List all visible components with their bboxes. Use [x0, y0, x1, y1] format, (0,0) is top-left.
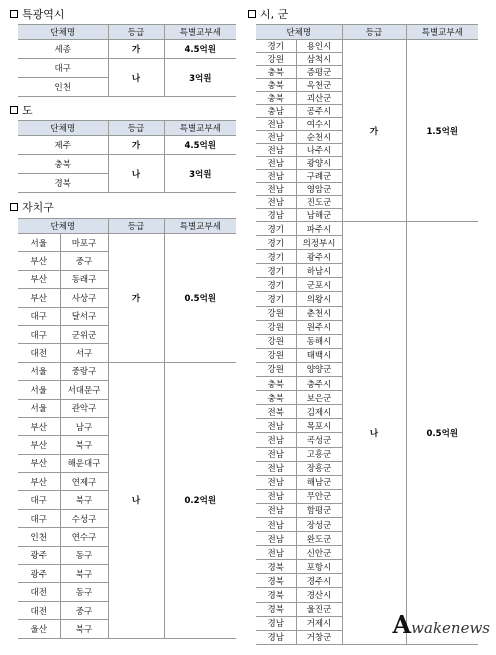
table-cell-grade: 가 [342, 40, 406, 222]
table-cell-grade: 가 [108, 136, 164, 155]
table-cell-unit: 동구 [60, 546, 108, 564]
table-cell-region: 전남 [256, 532, 296, 546]
table-cell-unit: 목포시 [296, 419, 342, 433]
table-cell-tax: 0.5억원 [164, 234, 236, 363]
city-table [256, 24, 478, 645]
table-cell-unit: 옥천군 [296, 79, 342, 92]
table-cell-unit: 삼척시 [296, 53, 342, 66]
table-cell-region: 전남 [256, 517, 296, 531]
watermark-text: wakenews [411, 619, 490, 637]
province-table [18, 120, 236, 193]
table-cell-region: 부산 [18, 454, 60, 472]
table-cell-unit: 남구 [60, 417, 108, 435]
section-province-title [10, 102, 33, 118]
table-cell-region: 충북 [256, 79, 296, 92]
header-name: 단체명 [18, 25, 108, 40]
table-cell-region: 전남 [256, 546, 296, 560]
section-autonomous-label: 자치구 [22, 201, 54, 214]
table-cell-region: 전남 [256, 196, 296, 209]
table-cell-unit: 양양군 [296, 362, 342, 376]
table-cell-region: 서울 [18, 234, 60, 252]
section-province-label: 도 [22, 104, 33, 117]
table-cell-unit: 파주시 [296, 222, 342, 236]
table-cell-unit: 완도군 [296, 532, 342, 546]
table-cell-unit: 곡성군 [296, 433, 342, 447]
table-cell-name: 제주 [18, 136, 108, 155]
table-cell-region: 대전 [18, 601, 60, 619]
table-cell-tax: 1.5억원 [406, 40, 478, 222]
table-cell-region: 대구 [18, 325, 60, 343]
table-cell-region: 대구 [18, 509, 60, 527]
table-cell-unit: 울진군 [296, 602, 342, 616]
table-cell-unit: 북구 [60, 620, 108, 638]
table-cell-region: 전남 [256, 503, 296, 517]
header-grade: 등급 [342, 25, 406, 40]
table-cell-unit: 광양시 [296, 157, 342, 170]
table-cell-grade: 나 [108, 155, 164, 193]
table-cell-unit: 북구 [60, 491, 108, 509]
table-cell-unit: 의정부시 [296, 236, 342, 250]
table-cell-region: 울산 [18, 620, 60, 638]
table-cell-region: 경기 [256, 236, 296, 250]
table-row [18, 362, 236, 380]
table-cell-tax: 3억원 [164, 155, 236, 193]
table-cell-unit: 북구 [60, 565, 108, 583]
table-cell-region: 경기 [256, 278, 296, 292]
header-tax: 특별교부세 [164, 121, 236, 136]
table-cell-region: 부산 [18, 436, 60, 454]
table-cell-unit: 거창군 [296, 630, 342, 644]
table-cell-unit: 연수구 [60, 528, 108, 546]
table-cell-name: 충북 [18, 155, 108, 174]
table-cell-region: 전남 [256, 144, 296, 157]
table-cell-region: 대전 [18, 344, 60, 362]
checkbox-square-icon [248, 10, 256, 18]
table-cell-unit: 김제시 [296, 405, 342, 419]
section-city-label: 시, 군 [260, 8, 289, 21]
table-cell-region: 전남 [256, 157, 296, 170]
table-cell-region: 전남 [256, 447, 296, 461]
table-cell-unit: 해남군 [296, 475, 342, 489]
table-cell-unit: 경주시 [296, 574, 342, 588]
header-name: 단체명 [18, 219, 108, 234]
table-cell-region: 전남 [256, 475, 296, 489]
table-cell-unit: 충주시 [296, 377, 342, 391]
header-name: 단체명 [18, 121, 108, 136]
checkbox-square-icon [10, 10, 18, 18]
table-cell-region: 광주 [18, 546, 60, 564]
table-cell-region: 광주 [18, 565, 60, 583]
table-cell-region: 서울 [18, 362, 60, 380]
table-cell-grade: 나 [108, 59, 164, 97]
table-cell-unit: 구례군 [296, 170, 342, 183]
table-cell-region: 전남 [256, 118, 296, 131]
table-cell-unit: 신안군 [296, 546, 342, 560]
table-cell-unit: 춘천시 [296, 306, 342, 320]
table-cell-unit: 달서구 [60, 307, 108, 325]
table-cell-name: 세종 [18, 40, 108, 59]
district-table [18, 218, 236, 639]
table-cell-unit: 고흥군 [296, 447, 342, 461]
table-cell-region: 서울 [18, 399, 60, 417]
section-autonomous-title [10, 199, 54, 215]
table-cell-unit: 태백시 [296, 348, 342, 362]
table-cell-region: 경남 [256, 630, 296, 644]
table-cell-grade: 가 [108, 234, 164, 363]
table-cell-region: 강원 [256, 306, 296, 320]
table-cell-region: 경북 [256, 574, 296, 588]
table-cell-region: 전남 [256, 419, 296, 433]
header-grade: 등급 [108, 25, 164, 40]
watermark-logo [393, 610, 490, 639]
table-cell-unit: 동래구 [60, 270, 108, 288]
table-cell-unit: 동해시 [296, 334, 342, 348]
table-cell-unit: 남해군 [296, 209, 342, 222]
table-cell-region: 전남 [256, 489, 296, 503]
header-grade: 등급 [108, 121, 164, 136]
table-cell-unit: 공주시 [296, 105, 342, 118]
table-cell-region: 경기 [256, 264, 296, 278]
table-cell-name: 대구 [18, 59, 108, 78]
table-cell-grade: 나 [342, 222, 406, 645]
table-cell-unit: 장성군 [296, 517, 342, 531]
table-cell-unit: 증평군 [296, 66, 342, 79]
table-cell-region: 충남 [256, 105, 296, 118]
table-cell-region: 대구 [18, 491, 60, 509]
table-cell-unit: 하남시 [296, 264, 342, 278]
table-cell-region: 부산 [18, 270, 60, 288]
table-cell-unit: 중구 [60, 601, 108, 619]
table-cell-tax: 0.2억원 [164, 362, 236, 638]
table-cell-unit: 의왕시 [296, 292, 342, 306]
table-cell-region: 전북 [256, 405, 296, 419]
table-cell-unit: 보은군 [296, 391, 342, 405]
table-cell-unit: 사상구 [60, 289, 108, 307]
table-cell-region: 대전 [18, 583, 60, 601]
table-cell-unit: 순천시 [296, 131, 342, 144]
table-cell-unit: 함평군 [296, 503, 342, 517]
table-cell-region: 강원 [256, 334, 296, 348]
table-cell-region: 경기 [256, 292, 296, 306]
table-cell-region: 강원 [256, 320, 296, 334]
table-cell-unit: 서대문구 [60, 381, 108, 399]
table-cell-region: 경기 [256, 222, 296, 236]
section-metro-label: 특광역시 [22, 8, 65, 21]
table-cell-region: 부산 [18, 417, 60, 435]
table-cell-unit: 나주시 [296, 144, 342, 157]
table-cell-name: 인천 [18, 78, 108, 97]
table-cell-region: 부산 [18, 473, 60, 491]
table-cell-unit: 중구 [60, 252, 108, 270]
table-row [256, 222, 478, 236]
table-cell-unit: 중랑구 [60, 362, 108, 380]
table-cell-tax: 0.5억원 [406, 222, 478, 645]
table-cell-region: 전남 [256, 433, 296, 447]
table-cell-tax: 3억원 [164, 59, 236, 97]
table-cell-region: 인천 [18, 528, 60, 546]
table-cell-region: 부산 [18, 289, 60, 307]
table-cell-unit: 북구 [60, 436, 108, 454]
table-cell-unit: 거제시 [296, 616, 342, 630]
table-cell-unit: 동구 [60, 583, 108, 601]
header-name: 단체명 [256, 25, 342, 40]
table-cell-unit: 괴산군 [296, 92, 342, 105]
table-cell-unit: 용인시 [296, 40, 342, 53]
table-cell-unit: 무안군 [296, 489, 342, 503]
table-cell-region: 전남 [256, 131, 296, 144]
checkbox-square-icon [10, 203, 18, 211]
table-cell-region: 경남 [256, 616, 296, 630]
table-cell-region: 경북 [256, 602, 296, 616]
table-cell-tax: 4.5억원 [164, 40, 236, 59]
table-cell-region: 경북 [256, 588, 296, 602]
table-cell-unit: 진도군 [296, 196, 342, 209]
table-cell-region: 충북 [256, 92, 296, 105]
table-cell-unit: 군위군 [60, 325, 108, 343]
table-cell-unit: 서구 [60, 344, 108, 362]
table-cell-grade: 가 [108, 40, 164, 59]
table-cell-unit: 수성구 [60, 509, 108, 527]
header-tax: 특별교부세 [164, 25, 236, 40]
metro-table [18, 24, 236, 97]
table-cell-unit: 관악구 [60, 399, 108, 417]
table-cell-region: 강원 [256, 348, 296, 362]
table-cell-unit: 광주시 [296, 250, 342, 264]
header-tax: 특별교부세 [406, 25, 478, 40]
table-cell-unit: 포항시 [296, 560, 342, 574]
table-cell-region: 경기 [256, 40, 296, 53]
table-cell-region: 전남 [256, 170, 296, 183]
table-cell-unit: 경산시 [296, 588, 342, 602]
table-cell-region: 경기 [256, 250, 296, 264]
table-cell-region: 강원 [256, 53, 296, 66]
section-metro-title [10, 6, 65, 22]
header-grade: 등급 [108, 219, 164, 234]
table-cell-region: 경남 [256, 209, 296, 222]
table-cell-name: 경북 [18, 174, 108, 193]
table-cell-region: 충북 [256, 377, 296, 391]
table-cell-region: 충북 [256, 391, 296, 405]
table-cell-unit: 군포시 [296, 278, 342, 292]
table-row [256, 40, 478, 53]
checkbox-square-icon [10, 106, 18, 114]
table-cell-unit: 원주시 [296, 320, 342, 334]
table-row [18, 234, 236, 252]
table-cell-region: 전남 [256, 461, 296, 475]
table-cell-tax: 4.5억원 [164, 136, 236, 155]
section-city-title [248, 6, 288, 22]
table-cell-unit: 장흥군 [296, 461, 342, 475]
table-cell-region: 강원 [256, 362, 296, 376]
table-cell-unit: 마포구 [60, 234, 108, 252]
table-cell-grade: 나 [108, 362, 164, 638]
table-cell-region: 부산 [18, 252, 60, 270]
table-cell-region: 전남 [256, 183, 296, 196]
table-cell-region: 대구 [18, 307, 60, 325]
table-cell-region: 충북 [256, 66, 296, 79]
header-tax: 특별교부세 [164, 219, 236, 234]
table-cell-unit: 여수시 [296, 118, 342, 131]
table-cell-unit: 연제구 [60, 473, 108, 491]
table-cell-unit: 해운대구 [60, 454, 108, 472]
table-cell-unit: 영암군 [296, 183, 342, 196]
table-cell-region: 서울 [18, 381, 60, 399]
table-cell-region: 경북 [256, 560, 296, 574]
watermark-initial: A [392, 610, 412, 639]
